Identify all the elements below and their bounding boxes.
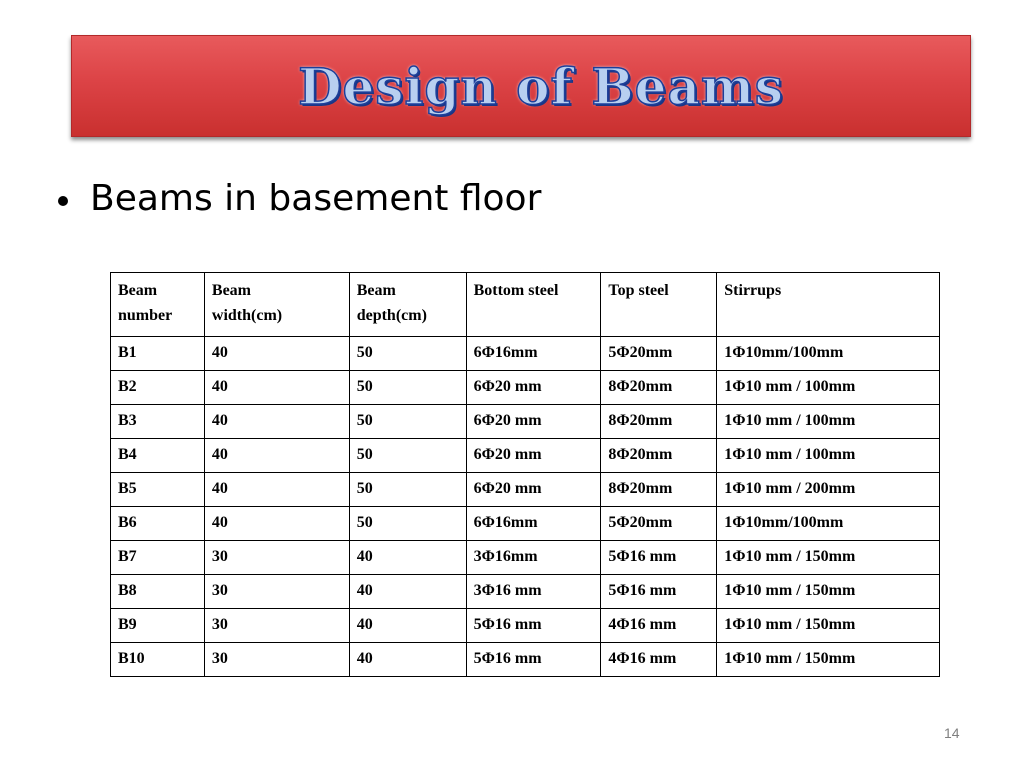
- cell-beam-depth: 40: [349, 575, 466, 609]
- cell-beam-width: 30: [204, 575, 349, 609]
- slide-title: Design of Beams: [298, 56, 784, 116]
- table-row: [111, 575, 940, 609]
- title-banner: [71, 35, 971, 137]
- cell-beam-number: B5: [111, 473, 205, 507]
- cell-top-steel: 5Φ16 mm: [601, 541, 717, 575]
- header-bottom-steel: Bottom steel: [466, 273, 601, 337]
- cell-stirrups: 1Φ10 mm / 150mm: [717, 541, 940, 575]
- cell-stirrups: 1Φ10 mm / 200mm: [717, 473, 940, 507]
- cell-top-steel: 8Φ20mm: [601, 405, 717, 439]
- cell-beam-depth: 50: [349, 371, 466, 405]
- bullet-dot-icon: [58, 196, 68, 206]
- cell-beam-width: 30: [204, 609, 349, 643]
- cell-beam-width: 40: [204, 405, 349, 439]
- table-row: [111, 473, 940, 507]
- beams-table: [110, 272, 940, 677]
- cell-beam-number: B2: [111, 371, 205, 405]
- cell-top-steel: 5Φ16 mm: [601, 575, 717, 609]
- header-top-steel: Top steel: [601, 273, 717, 337]
- cell-beam-number: B8: [111, 575, 205, 609]
- cell-bottom-steel: 6Φ20 mm: [466, 473, 601, 507]
- table-row: [111, 541, 940, 575]
- cell-bottom-steel: 3Φ16mm: [466, 541, 601, 575]
- cell-beam-width: 40: [204, 337, 349, 371]
- cell-beam-depth: 40: [349, 643, 466, 677]
- cell-beam-width: 40: [204, 507, 349, 541]
- table-row: [111, 405, 940, 439]
- header-beam-number: Beam number: [111, 273, 205, 337]
- cell-stirrups: 1Φ10 mm / 100mm: [717, 405, 940, 439]
- cell-beam-depth: 50: [349, 405, 466, 439]
- cell-beam-number: B1: [111, 337, 205, 371]
- cell-top-steel: 4Φ16 mm: [601, 609, 717, 643]
- cell-beam-depth: 50: [349, 439, 466, 473]
- table-row: [111, 609, 940, 643]
- cell-beam-depth: 50: [349, 473, 466, 507]
- cell-stirrups: 1Φ10 mm / 150mm: [717, 575, 940, 609]
- cell-beam-number: B3: [111, 405, 205, 439]
- cell-top-steel: 5Φ20mm: [601, 337, 717, 371]
- cell-stirrups: 1Φ10mm/100mm: [717, 507, 940, 541]
- cell-top-steel: 8Φ20mm: [601, 473, 717, 507]
- cell-beam-number: B9: [111, 609, 205, 643]
- bullet-text: Beams in basement floor: [90, 178, 542, 219]
- cell-stirrups: 1Φ10 mm / 150mm: [717, 609, 940, 643]
- table-header-row: [111, 273, 940, 337]
- cell-beam-width: 40: [204, 439, 349, 473]
- cell-beam-number: B10: [111, 643, 205, 677]
- cell-beam-number: B7: [111, 541, 205, 575]
- cell-bottom-steel: 6Φ20 mm: [466, 371, 601, 405]
- cell-beam-number: B6: [111, 507, 205, 541]
- cell-bottom-steel: 6Φ16mm: [466, 507, 601, 541]
- bullet-item: [58, 178, 541, 219]
- cell-top-steel: 8Φ20mm: [601, 371, 717, 405]
- header-beam-depth: Beam depth(cm): [349, 273, 466, 337]
- table-row: [111, 439, 940, 473]
- cell-stirrups: 1Φ10 mm / 150mm: [717, 643, 940, 677]
- cell-beam-number: B4: [111, 439, 205, 473]
- cell-beam-width: 30: [204, 541, 349, 575]
- cell-top-steel: 8Φ20mm: [601, 439, 717, 473]
- cell-beam-depth: 40: [349, 609, 466, 643]
- page-number: 14: [944, 725, 960, 741]
- cell-bottom-steel: 6Φ20 mm: [466, 405, 601, 439]
- table-row: [111, 371, 940, 405]
- table-row: [111, 507, 940, 541]
- cell-beam-width: 40: [204, 371, 349, 405]
- cell-stirrups: 1Φ10 mm / 100mm: [717, 371, 940, 405]
- cell-bottom-steel: 5Φ16 mm: [466, 609, 601, 643]
- table-row: [111, 643, 940, 677]
- cell-beam-width: 30: [204, 643, 349, 677]
- table-row: [111, 337, 940, 371]
- cell-bottom-steel: 3Φ16 mm: [466, 575, 601, 609]
- cell-top-steel: 5Φ20mm: [601, 507, 717, 541]
- cell-top-steel: 4Φ16 mm: [601, 643, 717, 677]
- cell-beam-width: 40: [204, 473, 349, 507]
- cell-beam-depth: 50: [349, 507, 466, 541]
- cell-stirrups: 1Φ10 mm / 100mm: [717, 439, 940, 473]
- cell-stirrups: 1Φ10mm/100mm: [717, 337, 940, 371]
- cell-bottom-steel: 6Φ20 mm: [466, 439, 601, 473]
- cell-beam-depth: 50: [349, 337, 466, 371]
- cell-bottom-steel: 6Φ16mm: [466, 337, 601, 371]
- header-stirrups: Stirrups: [717, 273, 940, 337]
- cell-bottom-steel: 5Φ16 mm: [466, 643, 601, 677]
- cell-beam-depth: 40: [349, 541, 466, 575]
- header-beam-width: Beam width(cm): [204, 273, 349, 337]
